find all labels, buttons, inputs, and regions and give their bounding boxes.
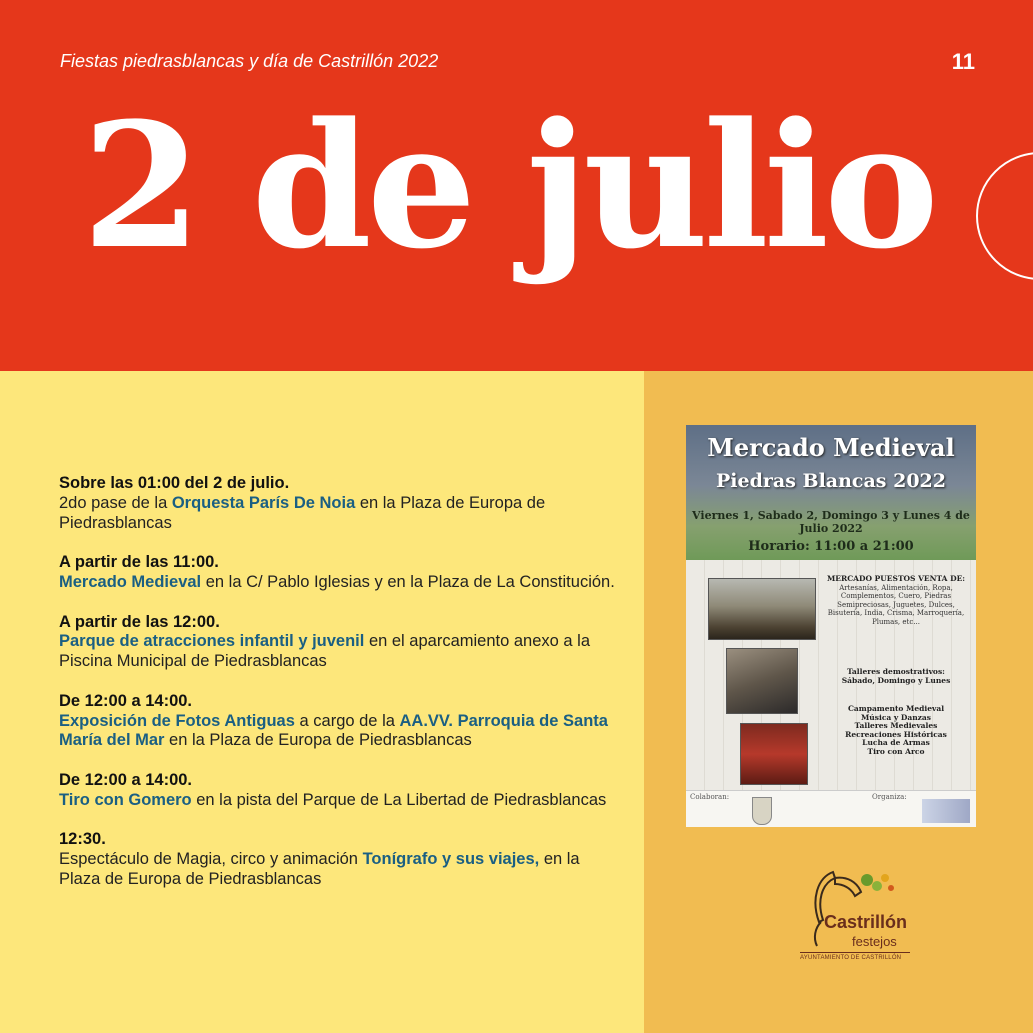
event-time: De 12:00 a 14:00. — [59, 770, 193, 789]
page-title: 2 de julio — [82, 84, 934, 287]
poster-talleres-days: Sábado, Domingo y Lunes — [841, 675, 951, 685]
castle-photo — [708, 578, 816, 640]
logo-name: Castrillón — [824, 912, 908, 932]
event-highlight: Exposición de Fotos Antiguas — [59, 711, 295, 730]
poster-hours: Horario: 11:00 a 21:00 — [748, 539, 914, 554]
poster-mercado-heading: MERCADO PUESTOS VENTA DE: — [826, 574, 966, 583]
event-item — [59, 613, 619, 672]
event-text: en la Plaza de Europa de Piedrasblancas — [59, 493, 546, 532]
header-banner — [0, 0, 1033, 371]
event-time: A partir de las 12:00. — [59, 612, 220, 631]
poster-talleres-block — [826, 668, 966, 685]
poster-mercado-block — [826, 575, 966, 626]
event-text: en la C/ Pablo Iglesias y en la Plaza de La Constitución. — [201, 572, 615, 591]
event-highlight: Orquesta París De Noia — [171, 493, 356, 512]
event-time: 12:30. — [59, 830, 106, 849]
poster-subtitle: Piedras Blancas 2022 — [716, 470, 946, 492]
event-item — [59, 553, 619, 593]
event-highlight: AA.VV. Parroquia de Santa María del Mar — [59, 711, 608, 750]
logo-divider — [800, 952, 910, 953]
event-time: A partir de las 11:00. — [59, 553, 219, 572]
decorative-circle-icon — [976, 152, 1033, 280]
poster-colaboran: Colaboran: — [690, 793, 730, 801]
event-time: Sobre las 01:00 del 2 de julio. — [59, 474, 290, 492]
logo-caption: AYUNTAMIENTO DE CASTRILLÓN — [800, 955, 902, 961]
event-item — [59, 771, 619, 811]
event-highlight: Tonígrafo y sus viajes, — [362, 850, 540, 869]
poster-mercado-items: Artesanías, Alimentación, Ropa, Complementos, Cuero, Piedras Semipreciosas, Juguetes, Dulces, Bisutería, India, Crisma, Marroquería, Plumas, etc... — [827, 583, 965, 626]
event-item — [59, 692, 619, 751]
poster-talleres-heading: Talleres demostrativos: — [847, 667, 945, 676]
poster-activity: Recreaciones Históricas — [845, 729, 947, 739]
poster-activity: Tiro con Arco — [867, 746, 925, 756]
poster-activity: Lucha de Armas — [862, 738, 930, 747]
page-number: 11 — [951, 49, 975, 74]
musicians-photo — [740, 723, 808, 785]
event-text: en la pista del Parque de La Libertad de Piedrasblancas — [191, 790, 607, 809]
event-item — [59, 830, 619, 889]
event-text: en el aparcamiento anexo a la Piscina Municipal de Piedrasblancas — [59, 632, 591, 671]
poster-activity: Campamento Medieval — [847, 704, 945, 713]
poster-title: Mercado Medieval — [707, 433, 955, 462]
logo-subtitle: festejos — [852, 934, 897, 949]
event-text: en la Plaza de Europa de Piedrasblancas — [59, 850, 580, 888]
event-text: 2do pase de la — [59, 493, 172, 512]
organizer-logo — [922, 799, 970, 823]
mercado-medieval-poster — [686, 425, 976, 827]
publication-subtitle: Fiestas piedrasblancas y día de Castrillón 2022 — [60, 51, 439, 71]
event-text: Espectáculo de Magia, circo y animación — [59, 850, 363, 869]
event-list — [59, 474, 619, 910]
event-highlight: Mercado Medieval — [59, 572, 202, 591]
poster-footer — [686, 790, 976, 827]
event-item — [59, 474, 619, 533]
market-stall-photo — [726, 648, 798, 714]
poster-activity: Música y Danzas — [861, 712, 931, 722]
poster-activities-block — [826, 705, 966, 756]
event-highlight: Parque de atracciones infantil y juvenil — [59, 632, 365, 651]
event-time: De 12:00 a 14:00. — [59, 691, 193, 710]
poster-body — [686, 560, 976, 790]
municipal-crest-icon — [752, 797, 772, 825]
poster-dates: Viernes 1, Sabado 2, Domingo 3 y Lunes 4 de Julio 2022 — [692, 509, 970, 535]
poster-activity: Talleres Medievales — [854, 721, 938, 730]
poster-organiza: Organiza: — [872, 793, 907, 801]
event-highlight: Tiro con Gomero — [59, 790, 192, 809]
event-text: a cargo de la — [294, 711, 400, 730]
poster-header — [686, 425, 976, 560]
event-text: en la Plaza de Europa de Piedrasblancas — [164, 731, 472, 750]
